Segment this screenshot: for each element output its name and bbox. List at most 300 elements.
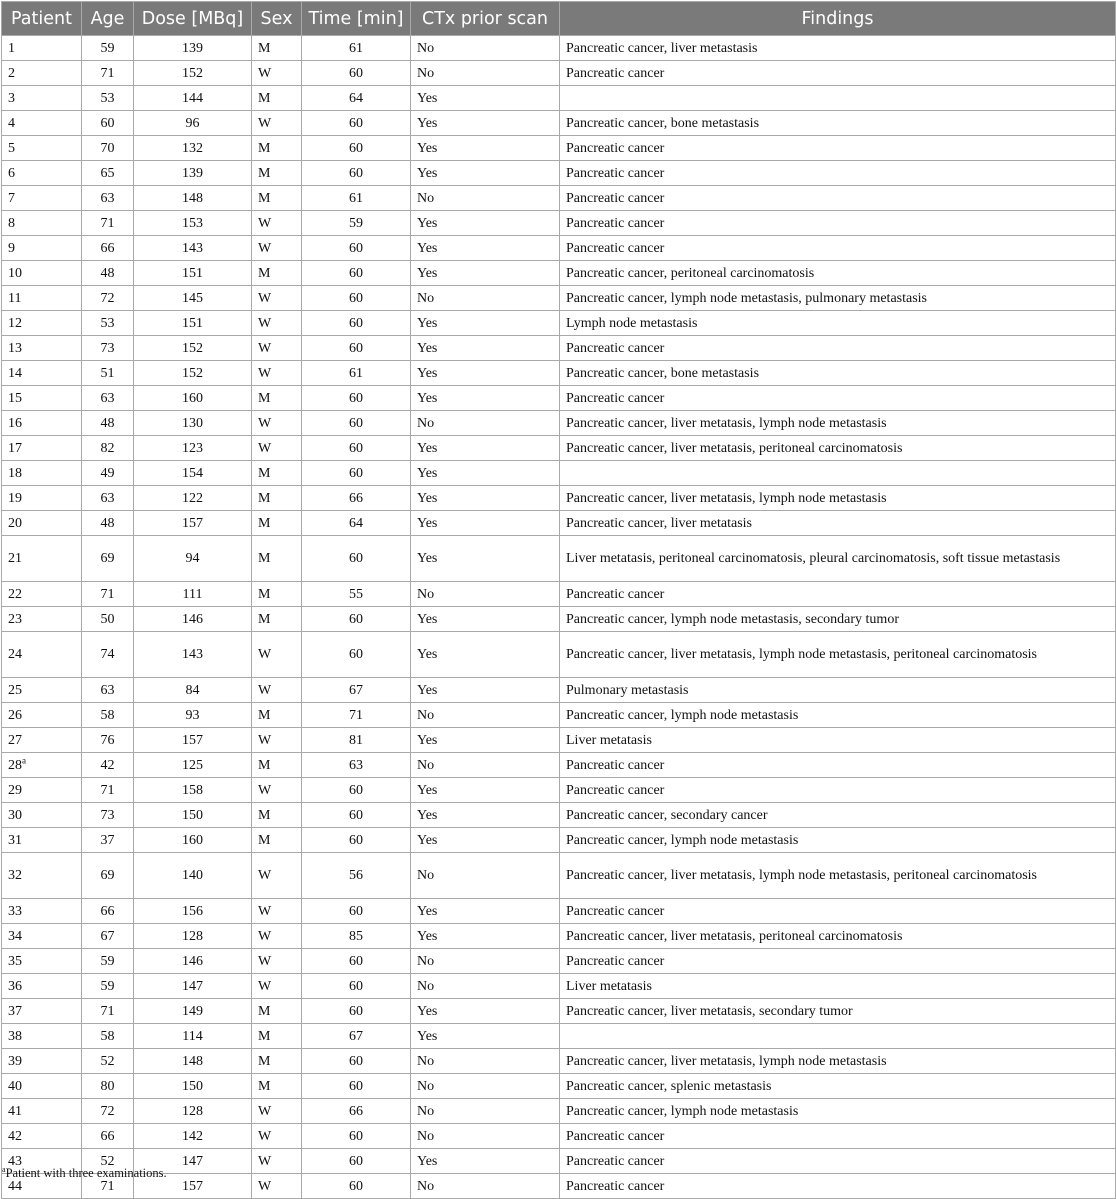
cell-dose: 142 <box>134 1124 252 1149</box>
header-sex: Sex <box>252 2 302 36</box>
cell-age: 63 <box>82 186 134 211</box>
table-row <box>2 61 1116 86</box>
cell-patient: 31 <box>2 828 82 853</box>
cell-time: 60 <box>302 778 411 803</box>
cell-time: 71 <box>302 703 411 728</box>
cell-age: 49 <box>82 461 134 486</box>
cell-dose: 139 <box>134 161 252 186</box>
cell-findings: Pancreatic cancer, liver metatasis, lymph node metastasis <box>560 411 1116 436</box>
cell-findings <box>560 461 1116 486</box>
table-row <box>2 778 1116 803</box>
cell-time: 60 <box>302 949 411 974</box>
table-row <box>2 607 1116 632</box>
cell-age: 71 <box>82 582 134 607</box>
cell-age: 66 <box>82 899 134 924</box>
cell-findings: Pancreatic cancer <box>560 186 1116 211</box>
cell-dose: 143 <box>134 632 252 678</box>
cell-dose: 151 <box>134 261 252 286</box>
cell-ctx: No <box>411 949 560 974</box>
cell-dose: 130 <box>134 411 252 436</box>
table-row <box>2 1124 1116 1149</box>
footnote-marker: a <box>2 1164 6 1174</box>
table-header <box>2 2 1116 36</box>
cell-age: 60 <box>82 111 134 136</box>
cell-dose: 145 <box>134 286 252 311</box>
cell-findings: Pancreatic cancer, liver metatasis, lymph node metastasis <box>560 1049 1116 1074</box>
cell-findings: Pancreatic cancer <box>560 336 1116 361</box>
table-row <box>2 803 1116 828</box>
cell-time: 67 <box>302 678 411 703</box>
cell-time: 60 <box>302 411 411 436</box>
cell-age: 58 <box>82 1024 134 1049</box>
cell-ctx: Yes <box>411 211 560 236</box>
cell-patient: 22 <box>2 582 82 607</box>
cell-time: 60 <box>302 974 411 999</box>
cell-age: 66 <box>82 1124 134 1149</box>
cell-age: 52 <box>82 1149 134 1174</box>
cell-time: 60 <box>302 828 411 853</box>
cell-patient: 8 <box>2 211 82 236</box>
cell-ctx: Yes <box>411 236 560 261</box>
cell-ctx: Yes <box>411 161 560 186</box>
cell-time: 61 <box>302 186 411 211</box>
cell-time: 59 <box>302 211 411 236</box>
cell-patient: 42 <box>2 1124 82 1149</box>
cell-sex: M <box>252 161 302 186</box>
cell-time: 60 <box>302 632 411 678</box>
cell-dose: 84 <box>134 678 252 703</box>
table-row <box>2 486 1116 511</box>
cell-sex: W <box>252 436 302 461</box>
cell-sex: W <box>252 1124 302 1149</box>
cell-patient: 40 <box>2 1074 82 1099</box>
cell-sex: W <box>252 924 302 949</box>
cell-sex: W <box>252 236 302 261</box>
cell-dose: 148 <box>134 186 252 211</box>
cell-findings: Pancreatic cancer <box>560 753 1116 778</box>
cell-findings: Pancreatic cancer <box>560 61 1116 86</box>
cell-patient: 29 <box>2 778 82 803</box>
cell-dose: 93 <box>134 703 252 728</box>
cell-sex: M <box>252 261 302 286</box>
cell-dose: 153 <box>134 211 252 236</box>
cell-dose: 146 <box>134 607 252 632</box>
table-row <box>2 336 1116 361</box>
cell-findings: Pancreatic cancer, peritoneal carcinomatosis <box>560 261 1116 286</box>
cell-age: 71 <box>82 211 134 236</box>
cell-patient: 21 <box>2 536 82 582</box>
cell-ctx: Yes <box>411 999 560 1024</box>
cell-time: 60 <box>302 899 411 924</box>
cell-ctx: No <box>411 753 560 778</box>
cell-ctx: No <box>411 853 560 899</box>
cell-age: 76 <box>82 728 134 753</box>
cell-findings: Pancreatic cancer <box>560 899 1116 924</box>
cell-findings: Pancreatic cancer, liver metatasis, peritoneal carcinomatosis <box>560 924 1116 949</box>
cell-dose: 122 <box>134 486 252 511</box>
cell-sex: M <box>252 86 302 111</box>
cell-sex: M <box>252 803 302 828</box>
table-row <box>2 211 1116 236</box>
cell-age: 65 <box>82 161 134 186</box>
cell-patient: 35 <box>2 949 82 974</box>
cell-age: 59 <box>82 36 134 61</box>
cell-ctx: No <box>411 1074 560 1099</box>
table-row <box>2 1099 1116 1124</box>
cell-ctx: No <box>411 286 560 311</box>
cell-dose: 152 <box>134 61 252 86</box>
cell-time: 60 <box>302 136 411 161</box>
cell-age: 48 <box>82 261 134 286</box>
cell-age: 66 <box>82 236 134 261</box>
cell-ctx: Yes <box>411 899 560 924</box>
cell-patient: 30 <box>2 803 82 828</box>
cell-ctx: No <box>411 582 560 607</box>
cell-ctx: Yes <box>411 511 560 536</box>
cell-dose: 157 <box>134 511 252 536</box>
table-row <box>2 261 1116 286</box>
patient-table <box>1 1 1116 1199</box>
cell-patient: 5 <box>2 136 82 161</box>
cell-ctx: Yes <box>411 607 560 632</box>
cell-patient: 15 <box>2 386 82 411</box>
cell-dose: 152 <box>134 361 252 386</box>
cell-ctx: Yes <box>411 86 560 111</box>
cell-sex: M <box>252 753 302 778</box>
cell-ctx: Yes <box>411 136 560 161</box>
cell-ctx: No <box>411 974 560 999</box>
table-row <box>2 461 1116 486</box>
cell-time: 60 <box>302 386 411 411</box>
table-row <box>2 286 1116 311</box>
cell-sex: M <box>252 186 302 211</box>
cell-ctx: Yes <box>411 361 560 386</box>
table-row <box>2 632 1116 678</box>
table-row <box>2 1024 1116 1049</box>
cell-findings: Pancreatic cancer <box>560 778 1116 803</box>
cell-sex: W <box>252 949 302 974</box>
cell-age: 69 <box>82 536 134 582</box>
cell-ctx: Yes <box>411 924 560 949</box>
cell-findings: Pancreatic cancer, liver metastasis <box>560 36 1116 61</box>
cell-age: 37 <box>82 828 134 853</box>
cell-findings: Pancreatic cancer <box>560 136 1116 161</box>
cell-sex: M <box>252 461 302 486</box>
cell-patient: 36 <box>2 974 82 999</box>
cell-dose: 96 <box>134 111 252 136</box>
table-row <box>2 949 1116 974</box>
cell-sex: W <box>252 211 302 236</box>
cell-patient: 34 <box>2 924 82 949</box>
cell-dose: 128 <box>134 924 252 949</box>
cell-patient: 14 <box>2 361 82 386</box>
cell-sex: M <box>252 136 302 161</box>
table-row <box>2 924 1116 949</box>
table-row <box>2 828 1116 853</box>
cell-sex: M <box>252 607 302 632</box>
cell-patient: 37 <box>2 999 82 1024</box>
cell-dose: 150 <box>134 803 252 828</box>
cell-time: 60 <box>302 1174 411 1199</box>
cell-age: 69 <box>82 853 134 899</box>
cell-dose: 154 <box>134 461 252 486</box>
cell-ctx: No <box>411 36 560 61</box>
cell-dose: 150 <box>134 1074 252 1099</box>
cell-patient: 11 <box>2 286 82 311</box>
cell-time: 60 <box>302 61 411 86</box>
cell-age: 53 <box>82 86 134 111</box>
cell-dose: 152 <box>134 336 252 361</box>
cell-patient: 43 <box>2 1149 82 1174</box>
cell-dose: 156 <box>134 899 252 924</box>
cell-findings: Pancreatic cancer, bone metastasis <box>560 361 1116 386</box>
cell-dose: 160 <box>134 386 252 411</box>
cell-age: 71 <box>82 999 134 1024</box>
cell-dose: 157 <box>134 728 252 753</box>
header-patient: Patient <box>2 2 82 36</box>
cell-sex: W <box>252 61 302 86</box>
cell-patient: 38 <box>2 1024 82 1049</box>
cell-time: 55 <box>302 582 411 607</box>
cell-dose: 151 <box>134 311 252 336</box>
cell-sex: M <box>252 999 302 1024</box>
cell-findings: Pancreatic cancer, liver metatasis, lymph node metastasis, peritoneal carcinomatosis <box>560 632 1116 678</box>
cell-age: 82 <box>82 436 134 461</box>
cell-age: 73 <box>82 803 134 828</box>
cell-dose: 125 <box>134 753 252 778</box>
cell-patient: 33 <box>2 899 82 924</box>
footnote-ref: a <box>22 754 26 765</box>
cell-sex: M <box>252 511 302 536</box>
footnote-text: Patient with three examinations. <box>5 1166 167 1180</box>
cell-patient: 44 <box>2 1174 82 1199</box>
cell-sex: W <box>252 1149 302 1174</box>
cell-age: 63 <box>82 486 134 511</box>
cell-time: 60 <box>302 1124 411 1149</box>
cell-findings: Pancreatic cancer, lymph node metastasis <box>560 1099 1116 1124</box>
table-row <box>2 86 1116 111</box>
cell-patient: 16 <box>2 411 82 436</box>
cell-dose: 147 <box>134 1149 252 1174</box>
cell-age: 63 <box>82 678 134 703</box>
cell-sex: M <box>252 1049 302 1074</box>
cell-time: 60 <box>302 311 411 336</box>
cell-dose: 139 <box>134 36 252 61</box>
cell-age: 58 <box>82 703 134 728</box>
cell-ctx: No <box>411 186 560 211</box>
cell-age: 42 <box>82 753 134 778</box>
cell-ctx: Yes <box>411 728 560 753</box>
cell-patient: 18 <box>2 461 82 486</box>
cell-time: 60 <box>302 161 411 186</box>
cell-sex: W <box>252 1099 302 1124</box>
cell-ctx: Yes <box>411 311 560 336</box>
cell-dose: 157 <box>134 1174 252 1199</box>
cell-findings <box>560 86 1116 111</box>
cell-age: 50 <box>82 607 134 632</box>
cell-ctx: Yes <box>411 778 560 803</box>
cell-sex: M <box>252 582 302 607</box>
cell-ctx: Yes <box>411 111 560 136</box>
table-row <box>2 728 1116 753</box>
cell-findings: Pancreatic cancer <box>560 949 1116 974</box>
cell-ctx: Yes <box>411 1149 560 1174</box>
cell-findings: Pancreatic cancer, lymph node metastasis <box>560 703 1116 728</box>
cell-findings: Pancreatic cancer <box>560 1174 1116 1199</box>
cell-findings: Pancreatic cancer, liver metatasis, lymph node metastasis <box>560 486 1116 511</box>
table-row <box>2 1174 1116 1199</box>
cell-age: 70 <box>82 136 134 161</box>
cell-findings: Pancreatic cancer, liver metatasis, peritoneal carcinomatosis <box>560 436 1116 461</box>
cell-time: 60 <box>302 436 411 461</box>
cell-patient: 39 <box>2 1049 82 1074</box>
cell-findings: Pancreatic cancer <box>560 1124 1116 1149</box>
cell-sex: W <box>252 411 302 436</box>
cell-age: 71 <box>82 1174 134 1199</box>
cell-sex: W <box>252 286 302 311</box>
cell-patient: 9 <box>2 236 82 261</box>
cell-findings: Pancreatic cancer <box>560 386 1116 411</box>
cell-time: 60 <box>302 261 411 286</box>
cell-patient: 2 <box>2 61 82 86</box>
cell-age: 48 <box>82 411 134 436</box>
table-row <box>2 111 1116 136</box>
table-row <box>2 436 1116 461</box>
cell-ctx: Yes <box>411 536 560 582</box>
table-row <box>2 1049 1116 1074</box>
cell-ctx: No <box>411 1124 560 1149</box>
cell-dose: 114 <box>134 1024 252 1049</box>
cell-findings: Lymph node metastasis <box>560 311 1116 336</box>
cell-findings: Liver metatasis <box>560 728 1116 753</box>
table-row <box>2 1149 1116 1174</box>
cell-findings: Pancreatic cancer <box>560 161 1116 186</box>
cell-time: 63 <box>302 753 411 778</box>
header-ctx-prior-scan: CTx prior scan <box>411 2 560 36</box>
cell-sex: W <box>252 311 302 336</box>
cell-time: 60 <box>302 461 411 486</box>
cell-patient: 32 <box>2 853 82 899</box>
cell-ctx: Yes <box>411 486 560 511</box>
table-row <box>2 678 1116 703</box>
cell-sex: M <box>252 386 302 411</box>
cell-time: 60 <box>302 236 411 261</box>
cell-patient: 13 <box>2 336 82 361</box>
cell-patient: 41 <box>2 1099 82 1124</box>
cell-time: 60 <box>302 1049 411 1074</box>
cell-findings: Pancreatic cancer <box>560 236 1116 261</box>
table-row <box>2 361 1116 386</box>
cell-ctx: Yes <box>411 828 560 853</box>
cell-sex: W <box>252 361 302 386</box>
cell-time: 60 <box>302 607 411 632</box>
table-row <box>2 411 1116 436</box>
table-row <box>2 536 1116 582</box>
cell-sex: M <box>252 536 302 582</box>
cell-sex: M <box>252 36 302 61</box>
cell-ctx: No <box>411 411 560 436</box>
cell-findings: Pancreatic cancer, splenic metastasis <box>560 1074 1116 1099</box>
cell-dose: 123 <box>134 436 252 461</box>
table-row <box>2 311 1116 336</box>
cell-dose: 111 <box>134 582 252 607</box>
cell-time: 64 <box>302 511 411 536</box>
cell-patient: 7 <box>2 186 82 211</box>
cell-patient: 25 <box>2 678 82 703</box>
cell-ctx: Yes <box>411 461 560 486</box>
cell-time: 61 <box>302 36 411 61</box>
cell-dose: 146 <box>134 949 252 974</box>
cell-ctx: Yes <box>411 678 560 703</box>
cell-findings: Pancreatic cancer, liver metatasis <box>560 511 1116 536</box>
cell-ctx: No <box>411 1174 560 1199</box>
cell-age: 51 <box>82 361 134 386</box>
patient-number: 28 <box>8 757 22 773</box>
cell-dose: 128 <box>134 1099 252 1124</box>
table-row <box>2 161 1116 186</box>
table-row <box>2 974 1116 999</box>
cell-time: 85 <box>302 924 411 949</box>
cell-ctx: Yes <box>411 386 560 411</box>
cell-sex: W <box>252 853 302 899</box>
cell-patient: 3 <box>2 86 82 111</box>
cell-time: 64 <box>302 86 411 111</box>
cell-time: 60 <box>302 1074 411 1099</box>
cell-time: 60 <box>302 1149 411 1174</box>
cell-findings: Pulmonary metastasis <box>560 678 1116 703</box>
cell-time: 60 <box>302 286 411 311</box>
cell-findings: Pancreatic cancer <box>560 211 1116 236</box>
cell-age: 67 <box>82 924 134 949</box>
cell-sex: W <box>252 336 302 361</box>
table-body <box>2 36 1116 1199</box>
cell-patient <box>2 753 82 778</box>
cell-ctx: Yes <box>411 336 560 361</box>
table-row <box>2 1074 1116 1099</box>
cell-sex: M <box>252 486 302 511</box>
cell-dose: 94 <box>134 536 252 582</box>
cell-ctx: No <box>411 61 560 86</box>
cell-findings: Pancreatic cancer, lymph node metastasis, secondary tumor <box>560 607 1116 632</box>
cell-findings: Pancreatic cancer, lymph node metastasis, pulmonary metastasis <box>560 286 1116 311</box>
cell-age: 73 <box>82 336 134 361</box>
cell-age: 63 <box>82 386 134 411</box>
table-row <box>2 899 1116 924</box>
cell-findings: Pancreatic cancer, liver metatasis, lymph node metastasis, peritoneal carcinomatosis <box>560 853 1116 899</box>
cell-age: 74 <box>82 632 134 678</box>
cell-findings: Pancreatic cancer, lymph node metastasis <box>560 828 1116 853</box>
cell-dose: 148 <box>134 1049 252 1074</box>
cell-findings: Pancreatic cancer, secondary cancer <box>560 803 1116 828</box>
cell-time: 66 <box>302 486 411 511</box>
cell-ctx: No <box>411 1049 560 1074</box>
header-findings: Findings <box>560 2 1116 36</box>
cell-time: 61 <box>302 361 411 386</box>
table-row <box>2 236 1116 261</box>
cell-age: 48 <box>82 511 134 536</box>
table-row <box>2 511 1116 536</box>
cell-time: 81 <box>302 728 411 753</box>
cell-sex: W <box>252 728 302 753</box>
cell-findings <box>560 1024 1116 1049</box>
cell-age: 59 <box>82 974 134 999</box>
cell-dose: 149 <box>134 999 252 1024</box>
cell-dose: 132 <box>134 136 252 161</box>
cell-patient: 6 <box>2 161 82 186</box>
cell-age: 72 <box>82 286 134 311</box>
cell-patient: 20 <box>2 511 82 536</box>
cell-time: 60 <box>302 803 411 828</box>
